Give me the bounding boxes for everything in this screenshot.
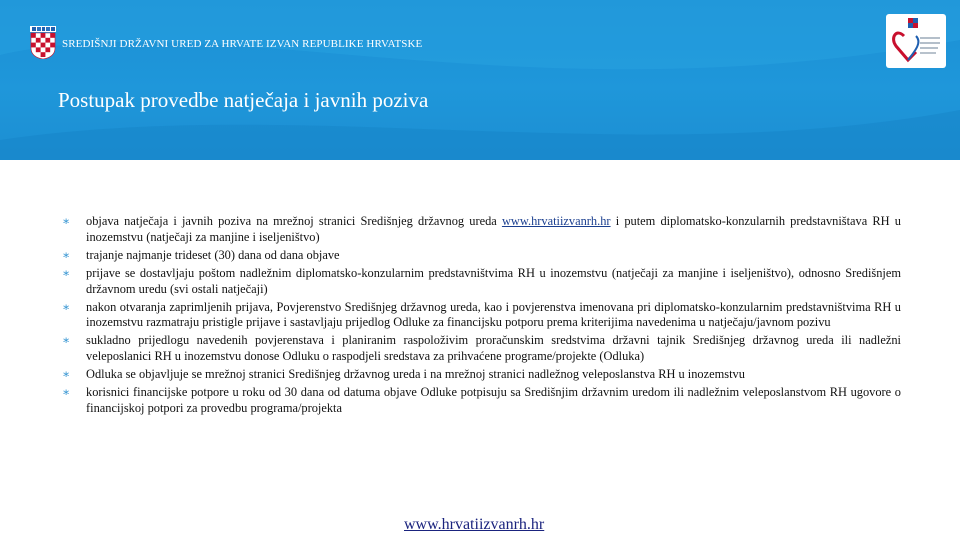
asterisk-icon: ∗ <box>62 214 71 228</box>
asterisk-icon: ∗ <box>62 333 71 348</box>
list-item <box>62 214 901 246</box>
list-item-text: sukladno prijedlogu navedenih povjerenstava i planiranim raspoloživim proračunskim sredstvima državni tajnik Središnjeg državnog ureda ili nadležni veleposlanici RH u inozemstvu donose Odluku o raspodjeli sredstava za prihvaćene programe/projekte (Odluka) <box>86 333 901 364</box>
organization-name: SREDIŠNJI DRŽAVNI URED ZA HRVATE IZVAN REPUBLIKE HRVATSKE <box>62 38 423 50</box>
list-item-text: trajanje najmanje trideset (30) dana od dana objave <box>86 247 340 262</box>
list-item-text: korisnici financijske potpore u roku od 30 dana od datuma objave Odluke potpisuju sa Središnjim državnim uredom ili nadležnim veleposlanstvom RH ugovore o financijskoj potpori za provedbu programa/projekta <box>86 385 901 415</box>
list-item <box>62 367 901 383</box>
list-item <box>62 333 901 365</box>
logo-card <box>886 14 946 68</box>
list-item-text: nakon otvaranja zaprimljenih prijava, Povjerenstvo Središnjeg državnog ureda, kao i povjerenstva imenovana pri diplomatsko-konzularnim predstavništvima RH u inozemstvu razmatraju pristigle prijave i sastavljaju prijedlog Odluke za financijsku potporu prema kriterijima navedenima u natječaju/javnom pozivu <box>86 299 901 330</box>
bullet-list <box>62 214 901 419</box>
website-link[interactable]: www.hrvatiizvanrh.hr <box>501 214 611 228</box>
asterisk-icon: ∗ <box>62 385 71 400</box>
asterisk-icon: ∗ <box>62 265 71 280</box>
header-banner <box>0 0 960 160</box>
asterisk-icon: ∗ <box>62 367 71 382</box>
header-wave-decoration <box>0 0 960 160</box>
list-item-text: i putem diplomatsko-konzularnih predstavništava RH u inozemstvu (natječaji za manjine i iseljeništvo) <box>86 214 901 244</box>
footer-website-link[interactable]: www.hrvatiizvanrh.hr <box>404 516 545 533</box>
heart-logo-icon <box>886 14 946 68</box>
list-item-text: objava natječaja i javnih poziva na mrežnoj stranici Središnjeg državnog ureda <box>86 214 502 228</box>
croatian-coat-of-arms-icon <box>30 26 56 59</box>
list-item <box>62 266 901 298</box>
list-item-text: prijave se dostavljaju poštom nadležnim diplomatsko-konzularnim predstavništvima RH u inozemstvu (natječaji za manjine i iseljeništvo), odnosno Središnjem državnom uredu (svi ostali natječaji) <box>86 265 901 296</box>
asterisk-icon: ∗ <box>62 247 71 262</box>
asterisk-icon: ∗ <box>62 299 71 314</box>
list-item-text: Odluka se objavljuje se mrežnoj stranici Središnjeg državnog ureda i na mrežnoj stranici nadležnog veleposlanstva RH u inozemstvu <box>86 367 745 382</box>
list-item <box>62 385 901 417</box>
list-item <box>62 248 901 264</box>
list-item <box>62 300 901 332</box>
slide-title: Postupak provedbe natječaja i javnih poziva <box>58 88 429 112</box>
